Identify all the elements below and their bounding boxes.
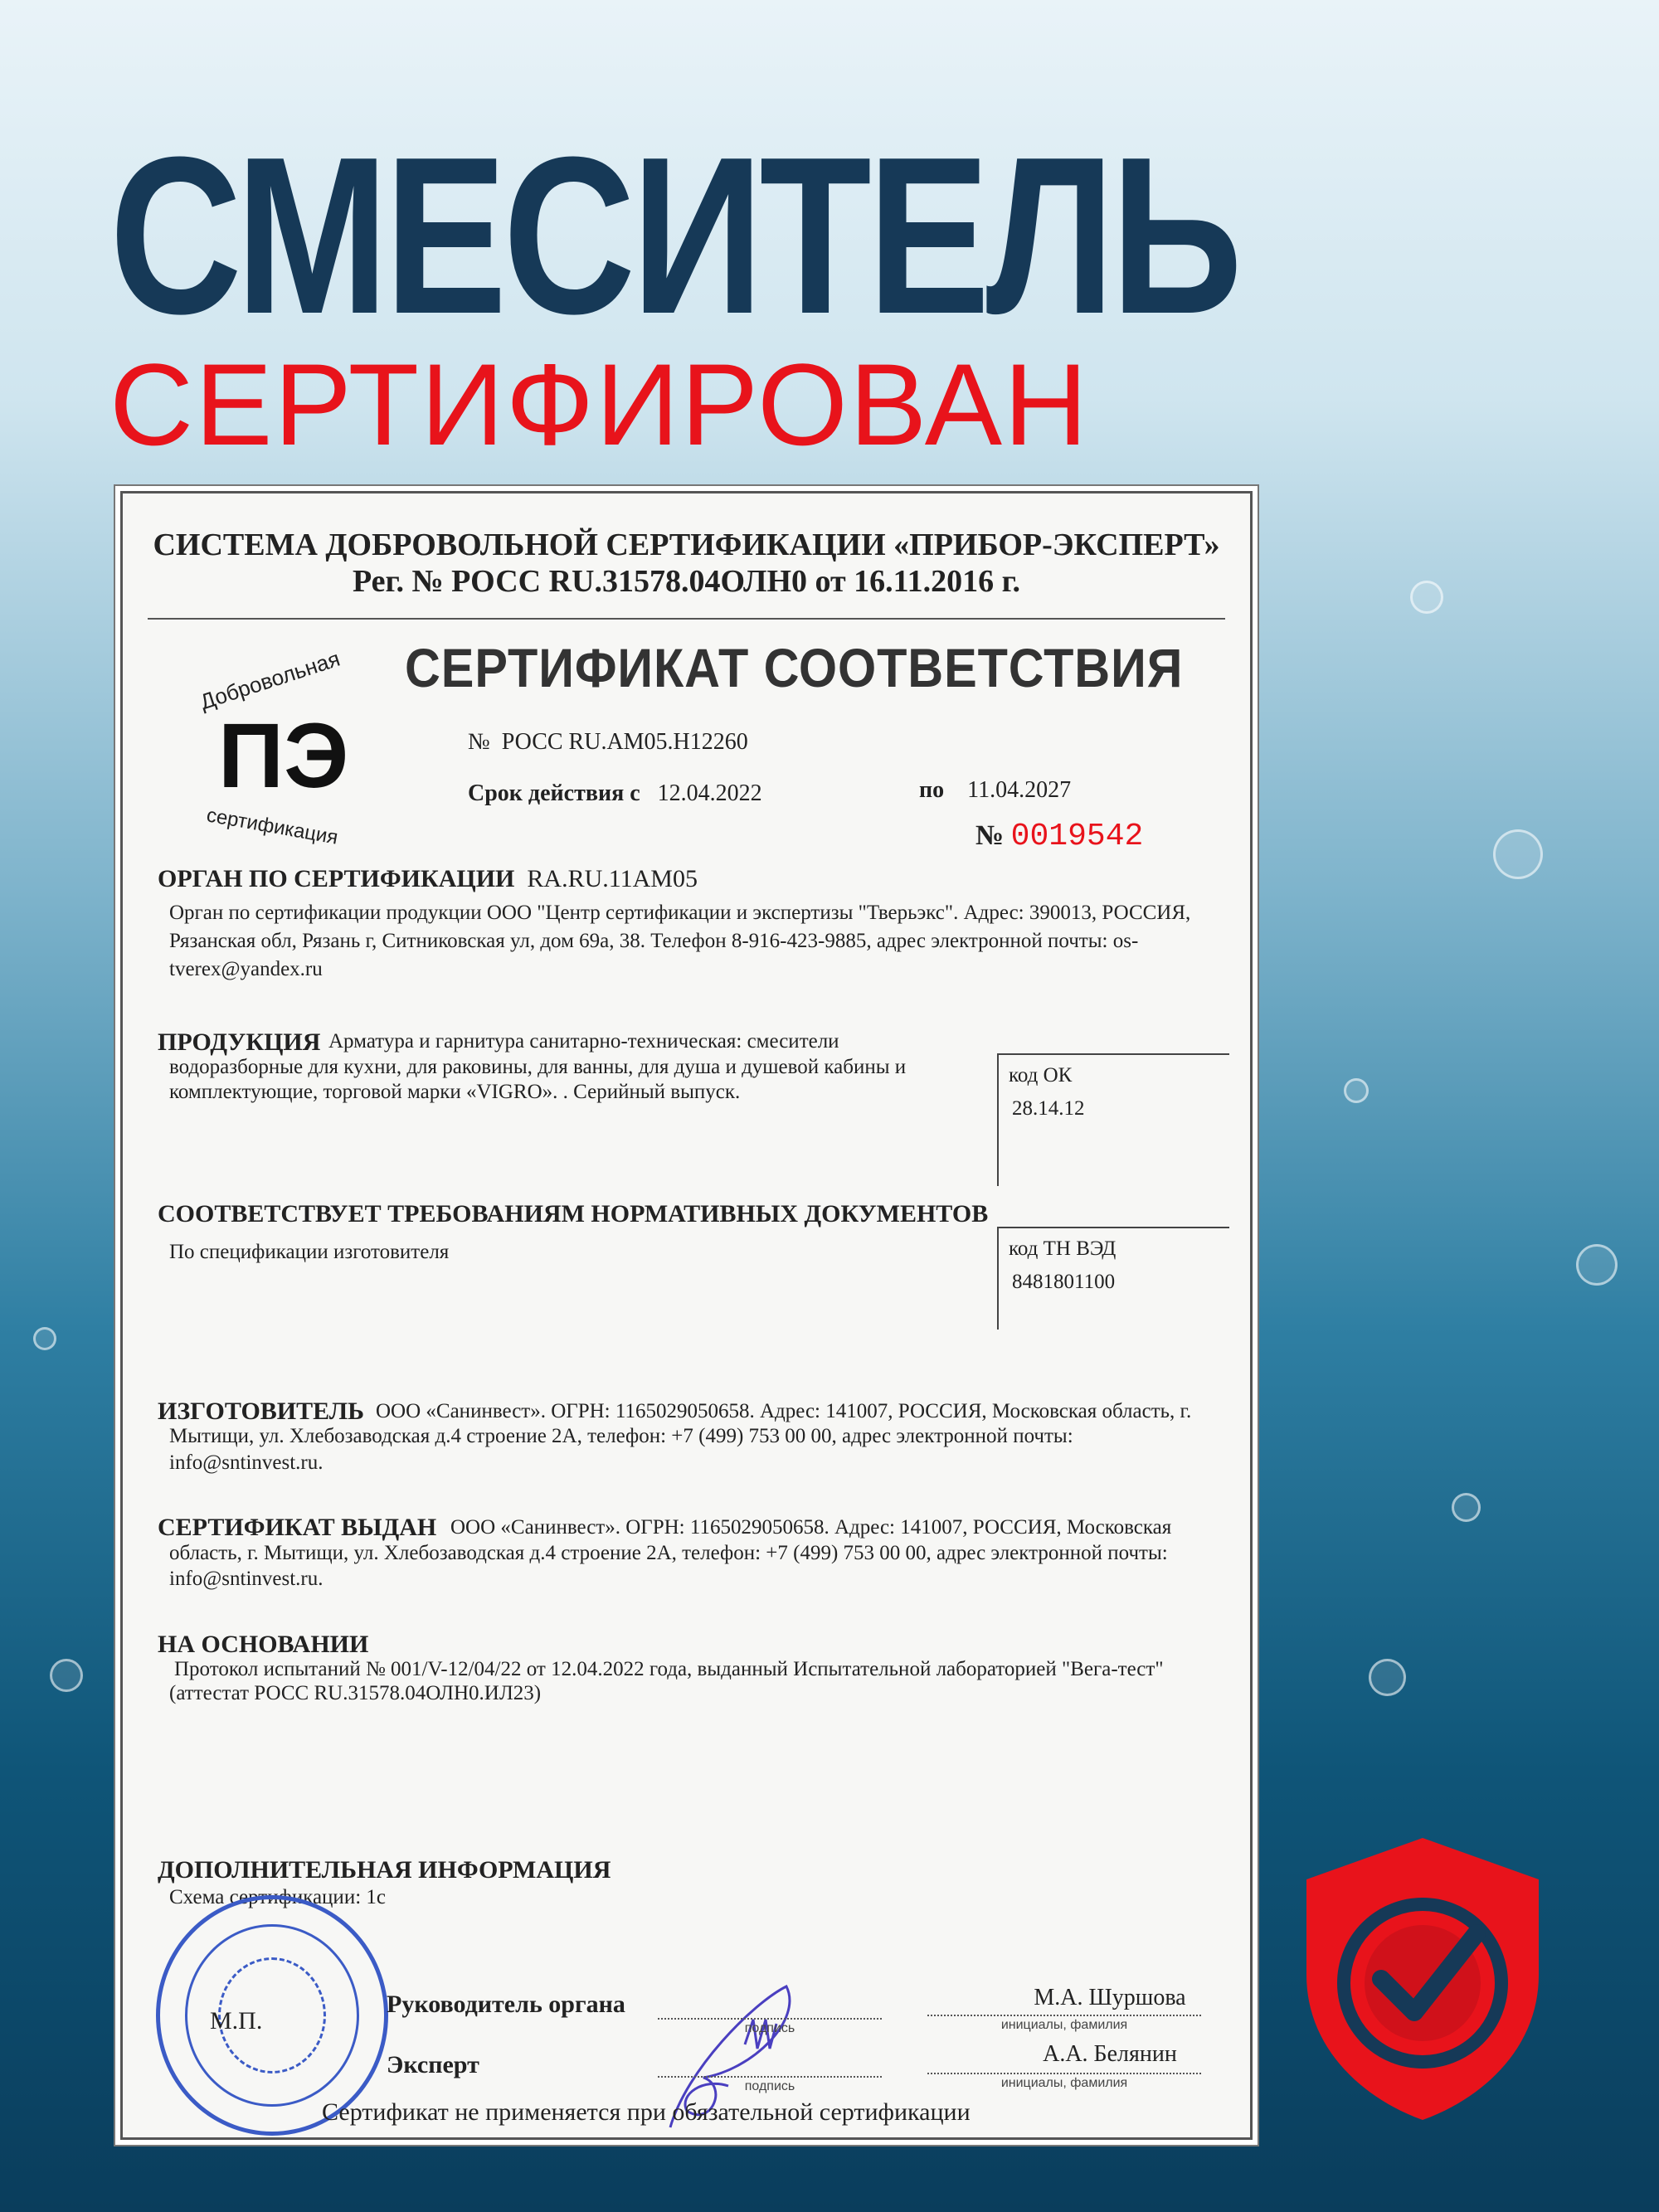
issued-to-line: ООО «Санинвест». ОГРН: 1165029050658. Адрес: 141007, РОССИЯ, Московская	[450, 1516, 1172, 1539]
basis-line: (аттестат РОСС RU.31578.04ОЛН0.ИЛ23)	[169, 1682, 542, 1704]
ok-code-box	[997, 1053, 1229, 1186]
issued-to-line: info@sntinvest.ru.	[169, 1568, 324, 1590]
footer-note: Сертификат не применяется при обязательной сертификации	[322, 2098, 971, 2126]
tnved-code: 8481801100	[1012, 1271, 1116, 1293]
validity-label: Срок действия с	[468, 780, 640, 806]
expert-name-caption: инициалы, фамилия	[927, 2073, 1201, 2091]
basis-label: НА ОСНОВАНИИ	[158, 1631, 369, 1658]
body-line: tverex@yandex.ru	[169, 958, 323, 980]
tnved-code-label: код ТН ВЭД	[1009, 1237, 1117, 1260]
stamp-placeholder: М.П.	[210, 2007, 263, 2035]
serial-number: 0019542	[1010, 819, 1144, 854]
body-line: Рязанская обл, Рязань г, Ситниковская ул, дом 69а, 38. Телефон 8-916-423-9885, адрес электронной почты: os-	[169, 930, 1139, 952]
divider	[148, 618, 1225, 620]
shield-check-icon	[1298, 1834, 1547, 2124]
additional-text: Схема сертификации: 1с	[169, 1886, 386, 1908]
logo-top-text: Добровольная	[197, 645, 343, 715]
issued-to-label: СЕРТИФИКАТ ВЫДАН	[158, 1514, 437, 1541]
headline-line2: СЕРТИФИРОВАН	[109, 339, 1090, 469]
head-signature-caption: подпись	[658, 2018, 882, 2036]
logo-mark: ПЭ	[218, 705, 349, 807]
body-code: RA.RU.11АМ05	[527, 865, 698, 892]
basis-line: Протокол испытаний № 001/V-12/04/22 от 12.04.2022 года, выданный Испытательной лабораторией "Вега-тест"	[174, 1658, 1164, 1680]
head-name-caption: инициалы, фамилия	[927, 2015, 1201, 2033]
compliance-text: По спецификации изготовителя	[169, 1241, 450, 1263]
pe-logo	[181, 645, 372, 850]
head-name: М.А. Шуршова	[1034, 1985, 1186, 2010]
product-label: ПРОДУКЦИЯ	[158, 1028, 321, 1056]
manufacturer-line: ООО «Санинвест». ОГРН: 1165029050658. Адрес: 141007, РОССИЯ, Московская область, г.	[376, 1400, 1192, 1422]
tnved-code-box	[997, 1227, 1229, 1330]
ok-code-label: код ОК	[1009, 1064, 1073, 1087]
logo-bottom-text: сертификация	[204, 804, 340, 849]
product-line: комплектующие, торговой марки «VIGRO». . Серийный выпуск.	[169, 1081, 741, 1103]
certificate-title: СЕРТИФИКАТ СООТВЕТСТВИЯ	[405, 637, 1184, 698]
valid-from: 12.04.2022	[657, 780, 762, 806]
ok-code: 28.14.12	[1012, 1097, 1085, 1120]
compliance-label: СООТВЕТСТВУЕТ ТРЕБОВАНИЯМ НОРМАТИВНЫХ ДОКУМЕНТОВ	[158, 1200, 989, 1228]
manufacturer-line: Мытищи, ул. Хлебозаводская д.4 строение 2А, телефон: +7 (499) 753 00 00, адрес электронной почты:	[169, 1425, 1073, 1447]
system-name: СИСТЕМА ДОБРОВОЛЬНОЙ СЕРТИФИКАЦИИ «ПРИБОР-ЭКСПЕРТ»	[153, 527, 1220, 562]
additional-label: ДОПОЛНИТЕЛЬНАЯ ИНФОРМАЦИЯ	[158, 1856, 611, 1884]
to-label: по	[919, 777, 945, 803]
body-line: Орган по сертификации продукции ООО "Центр сертификации и экспертизы "Тверьэкс". Адрес: 390013, РОССИЯ,	[169, 902, 1191, 924]
certificate-document	[120, 491, 1253, 2140]
product-line: водоразборные для кухни, для раковины, для ванны, для душа и душевой кабины и	[169, 1056, 907, 1078]
body-label: ОРГАН ПО СЕРТИФИКАЦИИ	[158, 865, 515, 892]
serial-label: №	[975, 820, 1005, 851]
headline-line1: СМЕСИТЕЛЬ	[109, 111, 1239, 361]
manufacturer-label: ИЗГОТОВИТЕЛЬ	[158, 1398, 364, 1425]
product-line: Арматура и гарнитура санитарно-техническая: смесители	[328, 1030, 839, 1053]
valid-to: 11.04.2027	[967, 777, 1072, 803]
certificate-number: РОСС RU.АМ05.Н12260	[501, 729, 748, 755]
manufacturer-line: info@sntinvest.ru.	[169, 1451, 324, 1474]
expert-signature-caption: подпись	[658, 2076, 882, 2094]
issued-to-line: область, г. Мытищи, ул. Хлебозаводская д.4 строение 2А, телефон: +7 (499) 753 00 00, адрес электронной почты:	[169, 1542, 1168, 1564]
number-label: №	[468, 729, 490, 755]
expert-label: Эксперт	[387, 2051, 479, 2078]
head-label: Руководитель органа	[387, 1991, 625, 2018]
expert-name: А.А. Белянин	[1043, 2041, 1177, 2067]
registration: Рег. № РОСС RU.31578.04ОЛН0 от 16.11.2016 г.	[352, 564, 1021, 599]
